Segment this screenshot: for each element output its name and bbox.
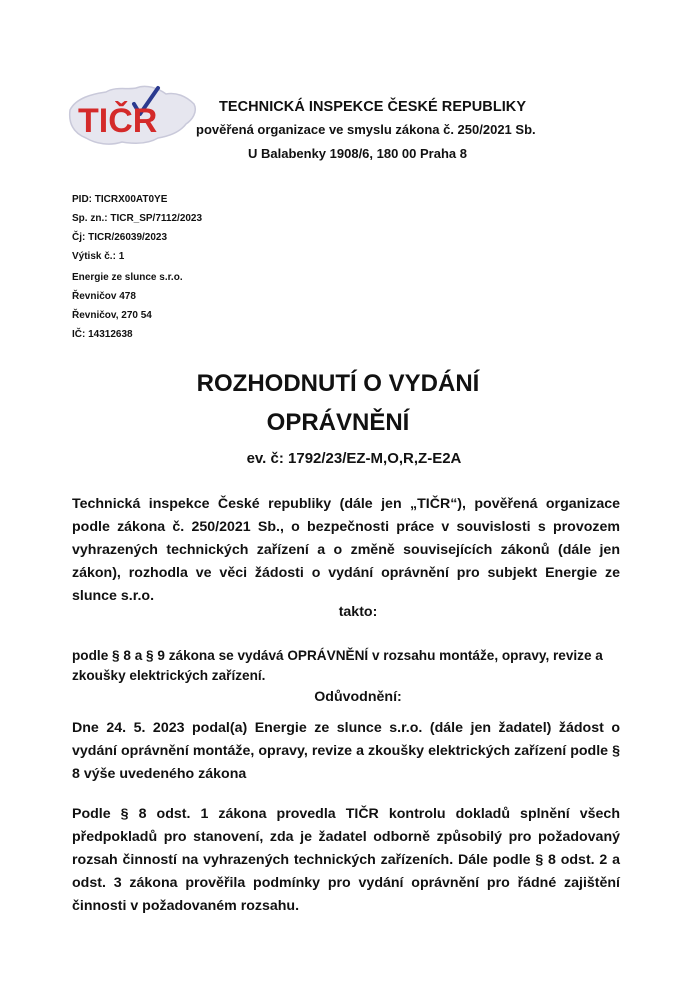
logo-text: TIČR: [78, 102, 158, 140]
org-subtitle: pověřená organizace ve smyslu zákona č. 250/2021 Sb.: [196, 122, 536, 137]
document-title-line1: ROZHODNUTÍ O VYDÁNÍ: [196, 370, 480, 397]
reasoning-paragraph-2: Podle § 8 odst. 1 zákona provedla TIČR kontrolu dokladů splnění všech předpokladů pro stanovení, zda je žadatel odborně způsobilý pro požadovaný rozsah činností na vyhrazených technických zařízeních. Dále podle § 8 odst. 2 a odst. 3 zákona prověřila podmínky pro vydání oprávnění pro řádné zajištění činnosti v požadovaném rozsahu.: [72, 806, 620, 914]
recipient-block: [72, 271, 183, 347]
recipient-name: Energie ze slunce s.r.o.: [72, 272, 183, 283]
recipient-street: Řevničov 478: [72, 291, 136, 302]
reasoning-paragraph-1: Dne 24. 5. 2023 podal(a) Energie ze slunce s.r.o. (dále jen žadatel) žádost o vydání oprávnění montáže, opravy, revize a zkoušky elektrických zařízení podle § 8 výše uvedeného zákona: [72, 720, 620, 782]
evidence-number: ev. č: 1792/23/EZ-M,O,R,Z-E2A: [246, 450, 462, 467]
reasoning-heading: Odůvodnění:: [314, 689, 402, 705]
takto-label: takto:: [338, 604, 378, 620]
reference-block: [72, 193, 202, 269]
recipient-city: Řevničov, 270 54: [72, 310, 152, 321]
vytisk-line: Výtisk č.: 1: [72, 251, 125, 262]
sp-zn-line: Sp. zn.: TICR_SP/7112/2023: [72, 213, 203, 224]
decision-paragraph: podle § 8 a § 9 zákona se vydává OPRÁVNĚNÍ v rozsahu montáže, opravy, revize a zkoušky elektrických zařízení.: [72, 648, 603, 683]
document-title-line2: OPRÁVNĚNÍ: [266, 409, 410, 436]
org-name: TECHNICKÁ INSPEKCE ČESKÉ REPUBLIKY: [219, 99, 527, 115]
recipient-ic: IČ: 14312638: [72, 329, 133, 340]
pid-line: PID: TICRX00AT0YE: [72, 194, 168, 205]
intro-paragraph: Technická inspekce České republiky (dále jen „TIČR“), pověřená organizace podle zákona č. 250/2021 Sb., o bezpečnosti práce v souvislosti s provozem vyhrazených technických zařízení a o změně souvisejících zákonů (dále jen zákon), rozhodla ve věci žádosti o vydání oprávnění pro subjekt Energie ze slunce s.r.o.: [72, 496, 620, 604]
ticr-logo: [62, 80, 200, 152]
org-address: U Balabenky 1908/6, 180 00 Praha 8: [248, 146, 467, 161]
cj-line: Čj: TICR/26039/2023: [72, 232, 168, 243]
